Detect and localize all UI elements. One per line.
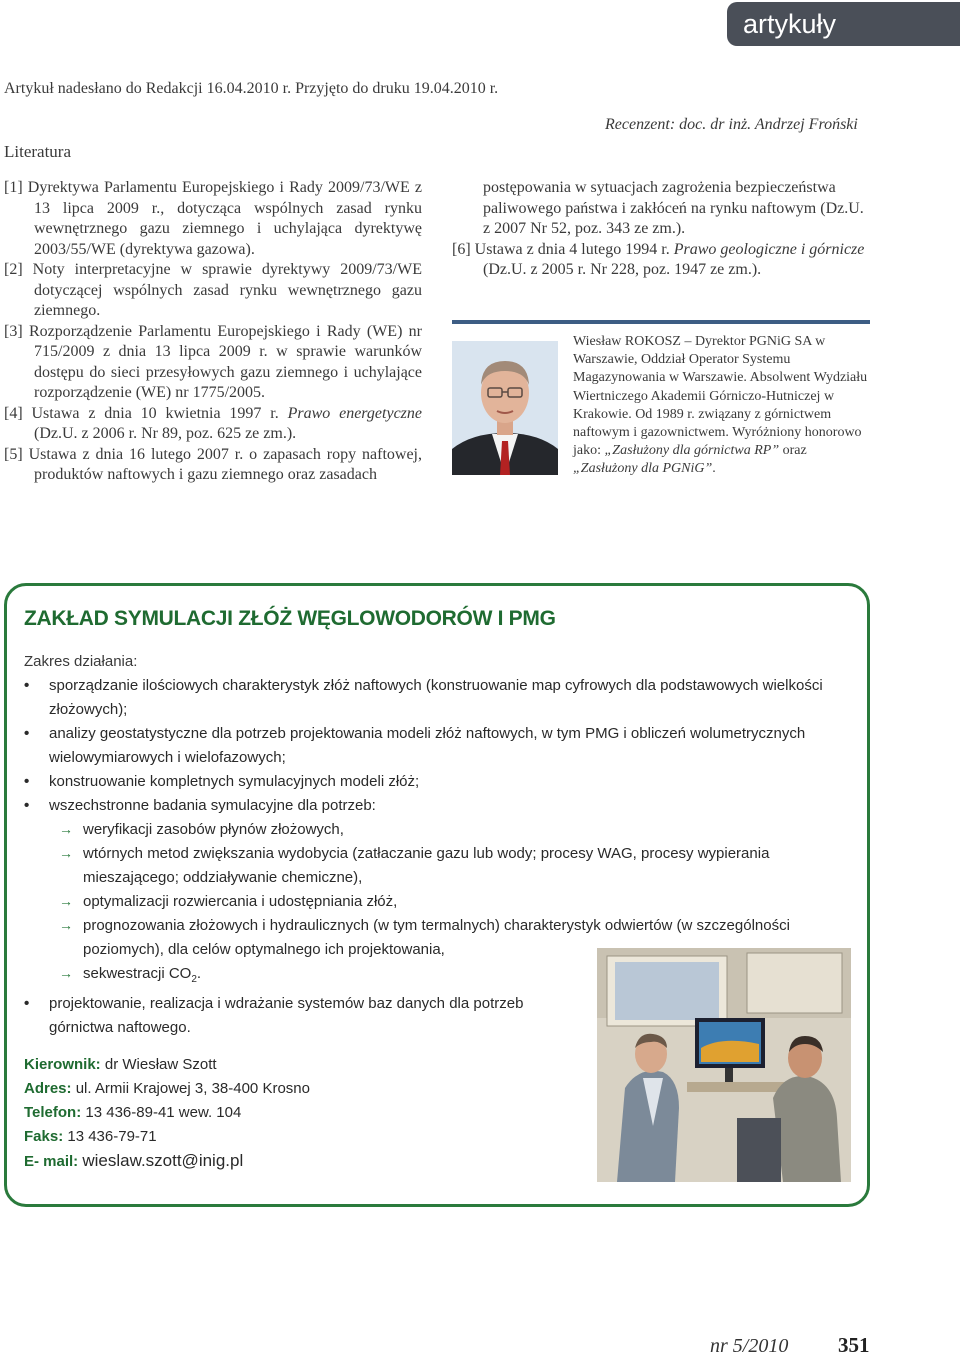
- contact-block: [24, 1053, 310, 1174]
- department-title: ZAKŁAD SYMULACJI ZŁÓŻ WĘGLOWODORÓW I PMG: [24, 607, 556, 630]
- received-note: Artykuł nadesłano do Redakcji 16.04.2010 r. Przyjęto do druku 19.04.2010 r.: [4, 80, 499, 97]
- sub-list-item-text: weryfikacji zasobów płynów złożowych,: [83, 821, 344, 838]
- bullet-icon: •: [24, 797, 30, 814]
- ref-text: Noty interpretacyjne w sprawie dyrektywy 2009/73/WE dotyczącej wspólnych zasad rynku wewnętrznego gazu ziemnego.: [32, 261, 423, 319]
- bullet-icon: •: [24, 773, 30, 790]
- author-honor-1: „Zasłużony dla górnictwa RP”: [604, 443, 780, 459]
- reference-item: [4, 260, 422, 322]
- lab-photo: [597, 948, 851, 1182]
- ref-num: [3]: [4, 322, 23, 340]
- contact-manager: [24, 1053, 310, 1077]
- section-divider: [452, 320, 870, 324]
- reference-item: [4, 404, 422, 445]
- reviewer-note: Recenzent: doc. dr inż. Andrzej Froński: [605, 116, 858, 133]
- literature-title: Literatura: [4, 142, 72, 161]
- reference-item: [4, 322, 422, 404]
- list-item: [24, 770, 854, 794]
- ref-text: Dyrektywa Parlamentu Europejskiego i Rady 2009/73/WE z 13 lipca 2009 r., dotycząca wspólnych zasad rynku wewnętrznego gazu ziemnego i uchylająca dyrektywę 2003/55/WE (dyrektywa gazowa).: [27, 179, 422, 258]
- ref-num: [6]: [452, 240, 471, 258]
- sub-list-item-suffix: .: [196, 965, 202, 982]
- list-item-text: analizy geostatystyczne dla potrzeb projektowania modeli złóż naftowych, w tym PMG i obliczeń wolumetrycznych wielowymiarowych i wielofazowych;: [49, 725, 806, 766]
- subscript: 2: [191, 974, 197, 985]
- ref-italic-title: Prawo energetyczne: [287, 404, 423, 422]
- author-name: Wiesław ROKOSZ: [573, 334, 681, 349]
- author-bio-text: – Dyrektor PGNiG SA w Warszawie, Oddział Operator Systemu Magazynowania w Warszawie. Absolwent Wydziału Wiertniczego Akademii Górniczo-Hutniczej w Krakowie. Od 1989 r. związany z górnictwem naftowym i gazownictwem. Wyróżniony honorowo jako:: [573, 334, 868, 459]
- list-item: [24, 794, 854, 818]
- list-item: [24, 992, 579, 1040]
- ref-tail: (Dz.U. z 2006 r. Nr 89, poz. 625 ze zm.).: [34, 425, 297, 442]
- contact-value: 13 436-79-71: [67, 1128, 157, 1145]
- list-item: [24, 674, 854, 722]
- reference-list-left: [4, 178, 422, 486]
- list-item-text: wszechstronne badania symulacyjne dla potrzeb:: [49, 797, 376, 814]
- author-bio-end: .: [712, 461, 716, 477]
- ref-num: [2]: [4, 261, 23, 278]
- arrow-right-icon: →: [59, 965, 73, 981]
- contact-value[interactable]: wieslaw.szott@inig.pl: [82, 1151, 244, 1170]
- contact-address: [24, 1077, 310, 1101]
- ref-text: Ustawa z dnia 4 lutego 1994 r.: [474, 240, 670, 258]
- arrow-right-icon: →: [59, 845, 73, 861]
- sub-list-item-text: wtórnych metod zwiększania wydobycia (zatłaczanie gazu lub wody; procesy WAG, procesy wypierania mieszającego; oddziaływanie chemiczne),: [83, 845, 770, 886]
- contact-label: Telefon:: [24, 1104, 82, 1121]
- reference-continuation: postępowania w sytuacjach zagrożenia bezpieczeństwa paliwowego państwa i zakłóceń na rynku naftowym (Dz.U. z 2007 Nr 52, poz. 343 ze zm.).: [483, 179, 864, 237]
- contact-fax: [24, 1125, 310, 1149]
- contact-value: dr Wiesław Szott: [104, 1056, 217, 1073]
- contact-value: ul. Armii Krajowej 3, 38-400 Krosno: [75, 1080, 310, 1097]
- contact-phone: [24, 1101, 310, 1125]
- contact-label: E- mail:: [24, 1153, 79, 1170]
- contact-value: 13 436-89-41 wew. 104: [85, 1104, 242, 1121]
- section-tag: artykuły: [727, 2, 960, 46]
- ref-text: Ustawa z dnia 16 lutego 2007 r. o zapasach ropy naftowej, produktów naftowych i gazu ziemnego oraz zasadach: [28, 445, 423, 483]
- arrow-right-icon: →: [59, 917, 73, 933]
- ref-num: [4]: [4, 404, 23, 422]
- author-bio: [573, 333, 873, 479]
- sub-list-item-text: optymalizacji rozwiercania i udostępniania złóż,: [83, 893, 398, 910]
- bullet-icon: •: [24, 677, 30, 694]
- ref-tail: (Dz.U. z 2005 r. Nr 228, poz. 1947 ze zm.).: [483, 261, 762, 278]
- author-honor-2: „Zasłużony dla PGNiG”: [573, 461, 713, 477]
- ref-italic-title: Prawo geologiczne i górnicze: [673, 240, 865, 258]
- arrow-right-icon: →: [59, 821, 73, 837]
- list-item-text: konstruowanie kompletnych symulacyjnych modeli złóż;: [49, 773, 420, 790]
- contact-label: Adres:: [24, 1080, 72, 1097]
- sub-list-item-text: sekwestracji CO: [83, 965, 192, 982]
- ref-text: Ustawa z dnia 10 kwietnia 1997 r.: [31, 404, 279, 422]
- list-item-text: sporządzanie ilościowych charakterystyk złóż naftowych (konstruowanie map cyfrowych dla podstawowych wielkości złożowych);: [49, 677, 823, 718]
- ref-num: [1]: [4, 179, 23, 196]
- contact-email: [24, 1149, 310, 1174]
- sub-list-item: [24, 818, 854, 842]
- portrait-illustration: [452, 341, 558, 475]
- scope-intro: Zakres działania:: [24, 653, 138, 670]
- author-bio-conj: oraz: [782, 443, 807, 459]
- ref-text: Rozporządzenie Parlamentu Europejskiego i Rady (WE) nr 715/2009 z dnia 13 lipca 2009 r. w sprawie warunków dostępu do sieci przesyłowych gazu ziemnego i uchylające rozporządzenie (WE) nr 1775/2005.: [28, 322, 423, 401]
- list-item-text: projektowanie, realizacja i wdrażanie systemów baz danych dla potrzeb górnictwa naftowego.: [49, 995, 524, 1036]
- list-item: [24, 722, 854, 770]
- bullet-icon: •: [24, 995, 30, 1012]
- sub-list-item: [24, 842, 773, 890]
- reference-item: [452, 240, 870, 281]
- arrow-right-icon: →: [59, 893, 73, 909]
- contact-label: Kierownik:: [24, 1056, 101, 1073]
- sub-list-item-text: prognozowania złożowych i hydraulicznych (w tym termalnych) charakterystyk odwiertów (w szczególności poziomych), dla celów optymalnego ich projektowania,: [83, 917, 790, 958]
- bullet-icon: •: [24, 725, 30, 742]
- reference-item: [4, 178, 422, 260]
- page-number: 351: [838, 1333, 870, 1357]
- reference-item: [4, 445, 422, 486]
- issue-number: nr 5/2010: [710, 1335, 789, 1357]
- ref-num: [5]: [4, 445, 23, 463]
- contact-label: Faks:: [24, 1128, 64, 1145]
- sub-list-item: [24, 890, 854, 914]
- lab-illustration: [597, 948, 851, 1182]
- reference-list-right: [452, 178, 870, 281]
- author-portrait: [452, 341, 558, 475]
